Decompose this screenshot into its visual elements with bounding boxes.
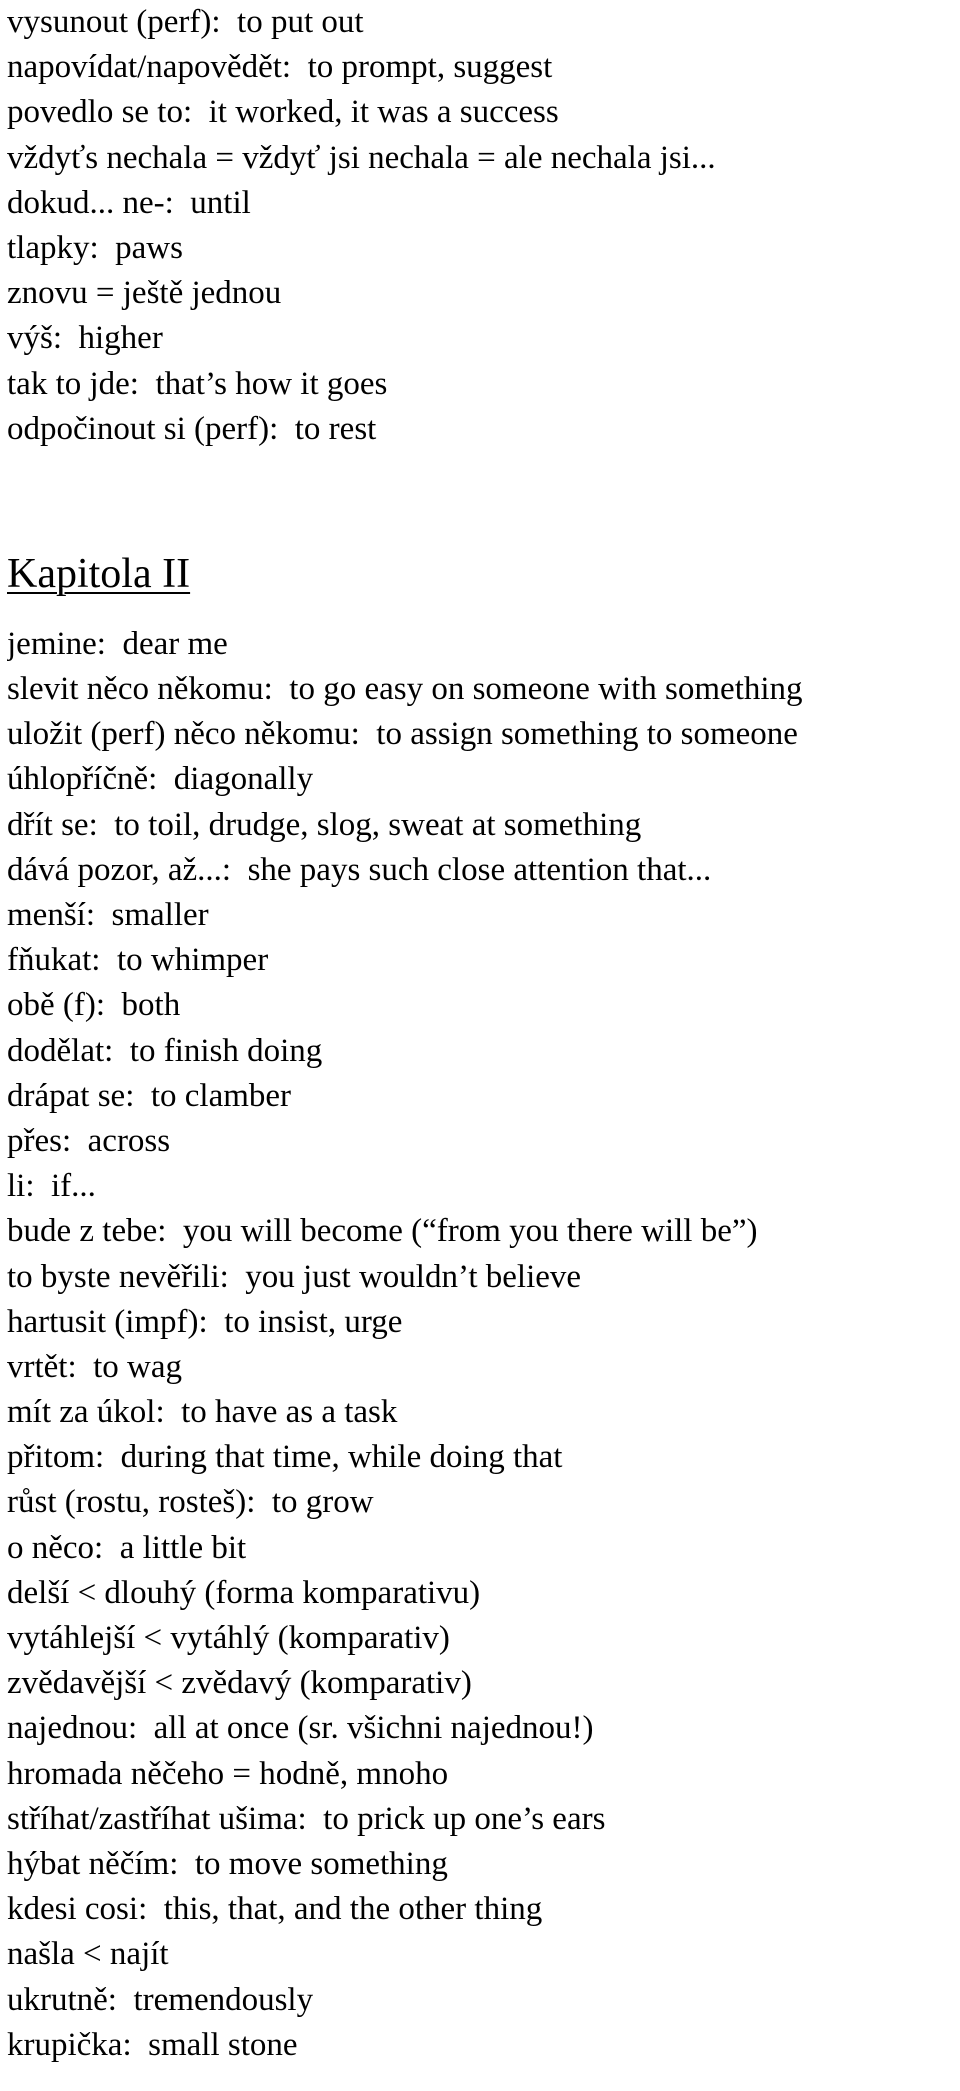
vocab-entry: povedlo se to: it worked, it was a success (7, 94, 559, 131)
vocab-entry: fňukat: to whimper (7, 942, 269, 979)
vocab-entry: li: if... (7, 1168, 96, 1205)
vocab-entry: dřít se: to toil, drudge, slog, sweat at something (7, 806, 642, 843)
vocab-entry: drápat se: to clamber (7, 1077, 292, 1114)
vocab-entry: delší < dlouhý (forma komparativu) (7, 1574, 481, 1611)
vocab-entry: vrtět: to wag (7, 1348, 183, 1385)
vocab-entry: tak to jde: that’s how it goes (7, 365, 388, 402)
vocab-entry: znovu = ještě jednou (7, 275, 282, 312)
vocab-entry: výš: higher (7, 320, 163, 357)
section-gap (7, 452, 957, 542)
vocab-entry: uložit (perf) něco někomu: to assign something to someone (7, 716, 798, 753)
vocab-entry: vždyťs nechala = vždyť jsi nechala = ale nechala jsi... (7, 139, 716, 176)
vocab-entry: napovídat/napovědět: to prompt, suggest (7, 49, 553, 86)
chapter-heading: Kapitola II (7, 550, 191, 597)
vocab-entry: vysunout (perf): to put out (7, 4, 364, 40)
vocab-entry: stříhat/zastříhat ušima: to prick up one’s ears (7, 1800, 606, 1837)
vocab-entry: najednou: all at once (sr. všichni najednou!) (7, 1710, 594, 1747)
vocabulary-page (7, 0, 957, 2068)
vocab-entry: přes: across (7, 1122, 171, 1159)
vocab-entry: růst (rostu, rosteš): to grow (7, 1484, 374, 1521)
vocabulary-list-part-1 (7, 0, 957, 452)
vocab-entry: úhlopříčně: diagonally (7, 761, 314, 798)
vocabulary-list-part-2 (7, 622, 957, 2068)
vocab-entry: vytáhlejší < vytáhlý (komparativ) (7, 1620, 450, 1656)
vocab-entry: o něco: a little bit (7, 1529, 247, 1566)
vocab-entry: krupička: small stone (7, 2026, 298, 2063)
vocab-entry: našla < najít (7, 1936, 169, 1973)
vocab-entry: ukrutně: tremendously (7, 1981, 314, 2018)
vocab-entry: slevit něco někomu: to go easy on someone with something (7, 671, 803, 708)
vocab-entry: hýbat něčím: to move something (7, 1845, 448, 1882)
vocab-entry: dokud... ne-: until (7, 184, 251, 221)
vocab-entry: zvědavější < zvědavý (komparativ) (7, 1665, 472, 1702)
vocab-entry: menší: smaller (7, 897, 209, 933)
vocab-entry: tlapky: paws (7, 229, 183, 266)
vocab-entry: mít za úkol: to have as a task (7, 1394, 398, 1431)
vocab-entry: odpočinout si (perf): to rest (7, 410, 377, 447)
vocab-entry: hromada něčeho = hodně, mnoho (7, 1755, 449, 1792)
vocab-entry: obě (f): both (7, 987, 181, 1024)
vocab-entry: dává pozor, až...: she pays such close attention that... (7, 851, 712, 888)
vocab-entry: jemine: dear me (7, 625, 228, 662)
vocab-entry: dodělat: to finish doing (7, 1032, 323, 1069)
vocab-entry: kdesi cosi: this, that, and the other thing (7, 1891, 543, 1928)
vocab-entry: přitom: during that time, while doing that (7, 1439, 563, 1476)
vocab-entry: hartusit (impf): to insist, urge (7, 1303, 403, 1340)
vocab-entry: to byste nevěřili: you just wouldn’t believe (7, 1258, 582, 1295)
vocab-entry: bude z tebe: you will become (“from you there will be”) (7, 1213, 758, 1250)
